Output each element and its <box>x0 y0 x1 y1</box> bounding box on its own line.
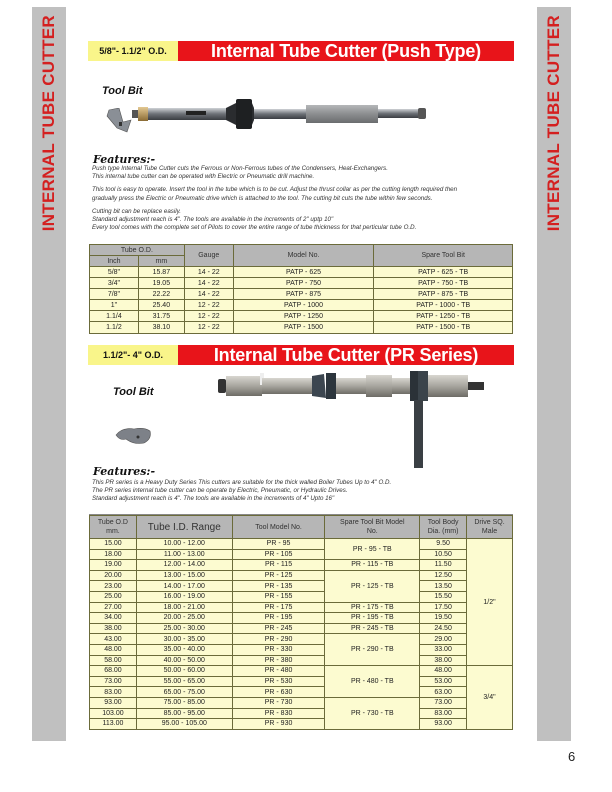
cell-tool-model: PR - 730 <box>232 697 325 708</box>
table-row <box>90 634 513 645</box>
cell-mm: 15.87 <box>138 267 184 278</box>
section1-paragraph: Push type Internal Tube Cutter cuts the Ferrous or Non-Ferrous tubes of the Condensers, Heat-Exchangers. <box>92 165 388 172</box>
cell-tube-od: 27.00 <box>90 602 137 613</box>
cell-tool-body-dia: 24.50 <box>420 623 467 634</box>
cell-inch: 3/4" <box>90 278 139 289</box>
cell-id-range: 35.00 - 40.00 <box>136 644 232 655</box>
cell-mm: 38.10 <box>138 322 184 333</box>
cell-tool-model: PR - 115 <box>232 560 325 571</box>
section1-paragraph: This tool is easy to operate. Insert the tool in the tube which is to be cut. Adjust the thrust collar as per the cutting length required then <box>92 186 458 193</box>
cell-id-range: 16.00 - 19.00 <box>136 591 232 602</box>
table-row <box>90 602 513 613</box>
cell-inch: 1" <box>90 300 139 311</box>
cell-tube-od: 19.00 <box>90 560 137 571</box>
cell-id-range: 14.00 - 17.00 <box>136 581 232 592</box>
table-row <box>90 644 513 655</box>
cell-spare: PATP - 875 - TB <box>374 289 513 300</box>
cell-tube-od: 68.00 <box>90 666 137 677</box>
cell-model: PATP - 1000 <box>233 300 374 311</box>
cell-tool-body-dia: 10.50 <box>420 549 467 560</box>
cell-id-range: 25.00 - 30.00 <box>136 623 232 634</box>
cell-tool-model: PR - 480 <box>232 666 325 677</box>
cell-gauge: 12 - 22 <box>184 322 233 333</box>
cell-model: PATP - 750 <box>233 278 374 289</box>
cell-mm: 25.40 <box>138 300 184 311</box>
side-banner-left <box>32 7 66 741</box>
section1-od-range: 5/8"- 1.1/2" O.D. <box>88 41 178 61</box>
section1-features-heading: Features:- <box>93 153 156 166</box>
cell-tool-body-dia: 63.00 <box>420 687 467 698</box>
cell-tool-body-dia: 73.00 <box>420 697 467 708</box>
cell-tube-od: 113.00 <box>90 719 137 730</box>
section1-paragraph: Standard adjustment reach is 4". The tools are available in the increments of 2" uptp 10" <box>92 216 334 223</box>
cell-tube-od: 18.00 <box>90 549 137 560</box>
cell-drive-sq: 3/4" <box>467 666 513 730</box>
cell-gauge: 12 - 22 <box>184 311 233 322</box>
cell-spare-tool-bit: PR - 480 - TB <box>325 666 420 698</box>
section1-title: Internal Tube Cutter (Push Type) <box>178 41 514 61</box>
cell-spare-tool-bit: PR - 245 - TB <box>325 623 420 634</box>
cell-tube-od: 58.00 <box>90 655 137 666</box>
cell-tool-body-dia: 19.50 <box>420 613 467 624</box>
section2-paragraph: This PR series is a Heavy Duty Series This cutters are suitable for the thick walled Boiler Tubes Up to 4" O.D. <box>92 479 392 486</box>
section2-title-bar <box>88 345 514 365</box>
cell-tool-model: PR - 195 <box>232 613 325 624</box>
cell-tube-od: 48.00 <box>90 644 137 655</box>
cell-tube-od: 43.00 <box>90 634 137 645</box>
side-banner-text: INTERNAL TUBE CUTTER <box>39 15 58 232</box>
header-id-range: Tube I.D. Range <box>136 516 232 539</box>
cell-id-range: 75.00 - 85.00 <box>136 697 232 708</box>
section2-features-heading: Features:- <box>93 465 156 478</box>
cell-tool-body-dia: 17.50 <box>420 602 467 613</box>
cell-tool-model: PR - 830 <box>232 708 325 719</box>
table-row <box>90 676 513 687</box>
table-row <box>90 278 513 289</box>
cell-id-range: 50.00 - 60.00 <box>136 666 232 677</box>
cell-tool-model: PR - 175 <box>232 602 325 613</box>
cell-id-range: 10.00 - 12.00 <box>136 539 232 550</box>
cell-tool-model: PR - 105 <box>232 549 325 560</box>
cell-tool-body-dia: 15.50 <box>420 591 467 602</box>
cell-gauge: 14 - 22 <box>184 267 233 278</box>
push-type-cutter-image <box>132 95 428 133</box>
tool-bit-image <box>114 425 154 447</box>
cell-id-range: 30.00 - 35.00 <box>136 634 232 645</box>
cell-tool-body-dia: 13.50 <box>420 581 467 592</box>
section2-tool-bit-label: Tool Bit <box>113 386 154 398</box>
cell-tool-model: PR - 245 <box>232 623 325 634</box>
cell-id-range: 12.00 - 14.00 <box>136 560 232 571</box>
cell-tube-od: 83.00 <box>90 687 137 698</box>
side-banner-text: INTERNAL TUBE CUTTER <box>544 15 563 232</box>
cell-gauge: 14 - 22 <box>184 289 233 300</box>
header-tube-od: Tube O.D mm. <box>90 516 137 539</box>
table-row <box>90 289 513 300</box>
cell-id-range: 20.00 - 25.00 <box>136 613 232 624</box>
cell-tool-model: PR - 630 <box>232 687 325 698</box>
table-row <box>90 300 513 311</box>
table-row <box>90 570 513 581</box>
cell-tool-model: PR - 530 <box>232 676 325 687</box>
cell-mm: 31.75 <box>138 311 184 322</box>
cell-gauge: 12 - 22 <box>184 300 233 311</box>
table-row <box>90 322 513 333</box>
section1-tool-bit-label: Tool Bit <box>102 85 143 97</box>
cell-model: PATP - 625 <box>233 267 374 278</box>
cell-tube-od: 103.00 <box>90 708 137 719</box>
cell-tool-model: PR - 135 <box>232 581 325 592</box>
table-row <box>90 666 513 677</box>
cell-spare-tool-bit: PR - 175 - TB <box>325 602 420 613</box>
cell-tool-model: PR - 95 <box>232 539 325 550</box>
pr-series-spec-table <box>89 515 513 730</box>
section1-paragraph: Cutting bit can be replace easily. <box>92 208 181 215</box>
page-number: 6 <box>568 749 576 764</box>
cell-tool-body-dia: 33.00 <box>420 644 467 655</box>
header-gauge: Gauge <box>184 245 233 267</box>
cell-tube-od: 15.00 <box>90 539 137 550</box>
cell-spare-tool-bit: PR - 115 - TB <box>325 560 420 571</box>
cell-tool-body-dia: 83.00 <box>420 708 467 719</box>
cell-spare: PATP - 1500 - TB <box>374 322 513 333</box>
section1-title-bar <box>88 41 514 61</box>
cell-id-range: 18.00 - 21.00 <box>136 602 232 613</box>
side-banner-right <box>537 7 571 741</box>
table-row <box>90 655 513 666</box>
cell-tool-model: PR - 930 <box>232 719 325 730</box>
table-row <box>90 267 513 278</box>
cell-tool-model: PR - 125 <box>232 570 325 581</box>
table-row <box>90 539 513 550</box>
cell-tool-body-dia: 29.00 <box>420 634 467 645</box>
cell-tube-od: 23.00 <box>90 581 137 592</box>
cell-tube-od: 73.00 <box>90 676 137 687</box>
header-drive-sq: Drive SQ. Male <box>467 516 513 539</box>
cell-tool-body-dia: 93.00 <box>420 719 467 730</box>
table-row <box>90 613 513 624</box>
cell-spare: PATP - 1250 - TB <box>374 311 513 322</box>
cell-tube-od: 34.00 <box>90 613 137 624</box>
cell-tube-od: 20.00 <box>90 570 137 581</box>
cell-model: PATP - 1500 <box>233 322 374 333</box>
table-row <box>90 708 513 719</box>
cell-model: PATP - 875 <box>233 289 374 300</box>
cell-spare: PATP - 750 - TB <box>374 278 513 289</box>
cell-tool-model: PR - 380 <box>232 655 325 666</box>
cell-spare-tool-bit: PR - 730 - TB <box>325 697 420 729</box>
table-row <box>90 311 513 322</box>
table-row <box>90 719 513 730</box>
cell-tool-body-dia: 48.00 <box>420 666 467 677</box>
cell-spare: PATP - 625 - TB <box>374 267 513 278</box>
table-row <box>90 560 513 571</box>
header-inch: Inch <box>90 256 139 267</box>
cell-tool-model: PR - 155 <box>232 591 325 602</box>
cell-inch: 1.1/4 <box>90 311 139 322</box>
table-row <box>90 549 513 560</box>
header-spare-tool-bit: Spare Tool Bit Model No. <box>325 516 420 539</box>
cell-spare-tool-bit: PR - 125 - TB <box>325 570 420 602</box>
cell-id-range: 95.00 - 105.00 <box>136 719 232 730</box>
pr-series-cutter-image <box>218 370 490 470</box>
table-row <box>90 623 513 634</box>
cell-tool-body-dia: 11.50 <box>420 560 467 571</box>
cell-mm: 19.05 <box>138 278 184 289</box>
cell-inch: 7/8" <box>90 289 139 300</box>
cell-id-range: 85.00 - 95.00 <box>136 708 232 719</box>
cell-drive-sq: 1/2" <box>467 539 513 666</box>
section2-paragraph: Standard adjustment reach is 4". The tools are available in the increments of 4" Upto 16" <box>92 495 335 502</box>
cell-spare: PATP - 1000 - TB <box>374 300 513 311</box>
cell-inch: 5/8" <box>90 267 139 278</box>
cell-tool-body-dia: 38.00 <box>420 655 467 666</box>
cell-model: PATP - 1250 <box>233 311 374 322</box>
cell-id-range: 55.00 - 65.00 <box>136 676 232 687</box>
cell-tool-body-dia: 53.00 <box>420 676 467 687</box>
header-model: Model No. <box>233 245 374 267</box>
table-row <box>90 591 513 602</box>
table-row <box>90 697 513 708</box>
cell-id-range: 13.00 - 15.00 <box>136 570 232 581</box>
header-tool-body-dia: Tool Body Dia. (mm) <box>420 516 467 539</box>
section2-paragraph: The PR series internal tube cutter can be operate by Electric, Pneumatic, or Hydraulic Drives. <box>92 487 348 494</box>
cell-tool-model: PR - 290 <box>232 634 325 645</box>
header-tool-model: Tool Model No. <box>232 516 325 539</box>
header-mm: mm <box>138 256 184 267</box>
cell-id-range: 11.00 - 13.00 <box>136 549 232 560</box>
push-type-spec-table <box>89 244 513 334</box>
cell-tool-body-dia: 12.50 <box>420 570 467 581</box>
cell-tube-od: 93.00 <box>90 697 137 708</box>
section2-od-range: 1.1/2"- 4" O.D. <box>88 345 178 365</box>
cell-inch: 1.1/2 <box>90 322 139 333</box>
cell-id-range: 65.00 - 75.00 <box>136 687 232 698</box>
cell-tube-od: 38.00 <box>90 623 137 634</box>
section2-title: Internal Tube Cutter (PR Series) <box>178 345 514 365</box>
cell-gauge: 14 - 22 <box>184 278 233 289</box>
header-spare-tool-bit: Spare Tool Bit <box>374 245 513 267</box>
cell-id-range: 40.00 - 50.00 <box>136 655 232 666</box>
cell-spare-tool-bit: PR - 195 - TB <box>325 613 420 624</box>
cell-tool-model: PR - 330 <box>232 644 325 655</box>
table-row <box>90 581 513 592</box>
cell-tool-body-dia: 9.50 <box>420 539 467 550</box>
table-row <box>90 687 513 698</box>
section1-paragraph: This internal tube cutter can be operated with Electric or Pneumatic drill machine. <box>92 173 315 180</box>
cell-spare-tool-bit: PR - 290 - TB <box>325 634 420 666</box>
tool-bit-image <box>105 108 135 134</box>
cell-mm: 22.22 <box>138 289 184 300</box>
cell-tube-od: 25.00 <box>90 591 137 602</box>
section1-paragraph: Every tool comes with the complete set of Pilots to cover the entire range of tube thickness for that perticular tube O.D. <box>92 224 417 231</box>
section1-paragraph: gradually press the Electric or Pneumatic drive which is attached to the tool. The cutting bit cuts the tube within few seconds. <box>92 195 433 202</box>
header-tube-od: Tube O.D. <box>90 245 185 256</box>
cell-spare-tool-bit: PR - 95 - TB <box>325 539 420 560</box>
